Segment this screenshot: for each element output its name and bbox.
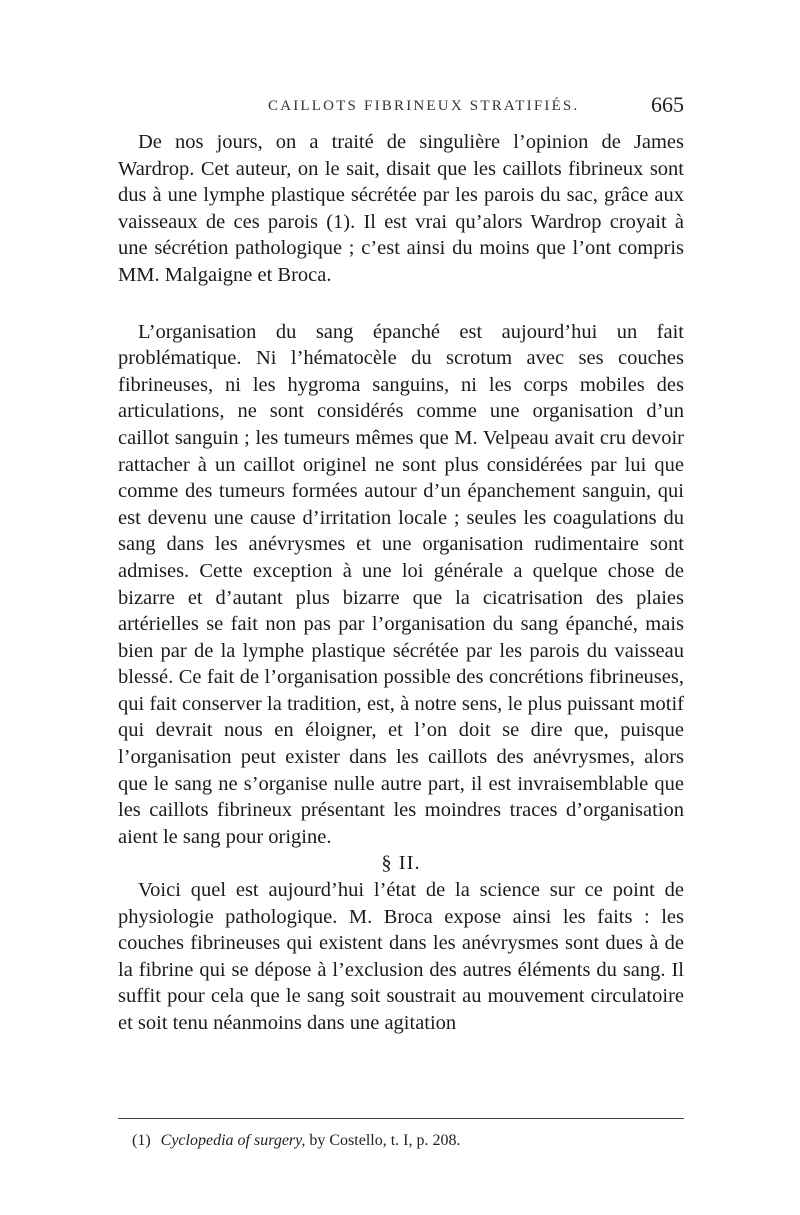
paragraph-2: L’organisation du sang épanché est aujourd’hui un fait problématique. Ni l’hématocèle du scrotum avec ses couches fibrineuses, ni les hygroma sanguins, ni les corps mobiles des articulations, ne sont considérés comme une organisation d’un caillot sanguin ; les tumeurs mêmes que M. Velpeau avait cru devoir rattacher à un caillot originel ne sont plus considérées par lui que comme des tumeurs formées autour d’un épanchement sanguin, qui est devenu une cause d’irritation locale ; seules les coagulations du sang dans les anévrysmes et une organisation rudimentaire sont admises. Cette exception à une loi générale a quelque chose de bizarre et d’autant plus bizarre que la cicatrisation des plaies artérielles se fait non pas par l’organisation du sang épanché, mais bien par de la lymphe plastique sécrétée par les parois du vaisseau blessé. Ce fait de l’organisation possible des concrétions fibrineuses, qui fait conserver la tradition, est, à notre sens, le plus puissant motif qui devrait nous en éloigner, et l’on doit se dire que, puisque l’organisation peut exister dans les caillots des anévrysmes, alors que le sang ne s’organise nulle autre part, il est invraisemblable que les caillots fibrineux présentant les moindres traces d’organisation aient le sang pour origine. xyxy=(118,320,684,848)
paragraph-spacer xyxy=(118,289,684,319)
paragraph-3: Voici quel est aujourd’hui l’état de la science sur ce point de physiologie pathologique. M. Broca expose ainsi les faits : les couches fibrineuses qui existent dans les anévrysmes sont dues à de la fibrine qui se dépose à l’exclusion des autres éléments du sang. Il suffit pour cela que le sang soit soustrait au mouvement circulatoire et soit tenu néanmoins dans une agitation xyxy=(118,879,684,1034)
section-heading: § II. xyxy=(381,852,421,875)
footnote-title: Cyclopedia of surgery, xyxy=(160,1132,306,1149)
running-title: CAILLOTS FIBRINEUX STRATIFIÉS. xyxy=(268,98,580,114)
footnote xyxy=(132,1132,672,1150)
page-number: 665 xyxy=(651,92,684,117)
paragraph-1: De nos jours, on a traité de singulière l’opinion de James Wardrop. Cet auteur, on le sait, disait que les caillots fibrineux sont dus à une lymphe plastique sécrétée par les parois du sac, grâce aux vaisseaux de ces parois (1). Il est vrai qu’alors Wardrop croyait à une sécrétion pathologique ; c’est ainsi du moins que l’ont compris MM. Malgaigne et Broca. xyxy=(118,131,684,286)
footnote-divider xyxy=(118,1118,684,1119)
footnote-marker: (1) xyxy=(132,1132,151,1149)
footnote-citation: by Costello, t. I, p. 208. xyxy=(309,1132,461,1149)
body-text xyxy=(118,129,684,1037)
page-header xyxy=(118,92,684,126)
